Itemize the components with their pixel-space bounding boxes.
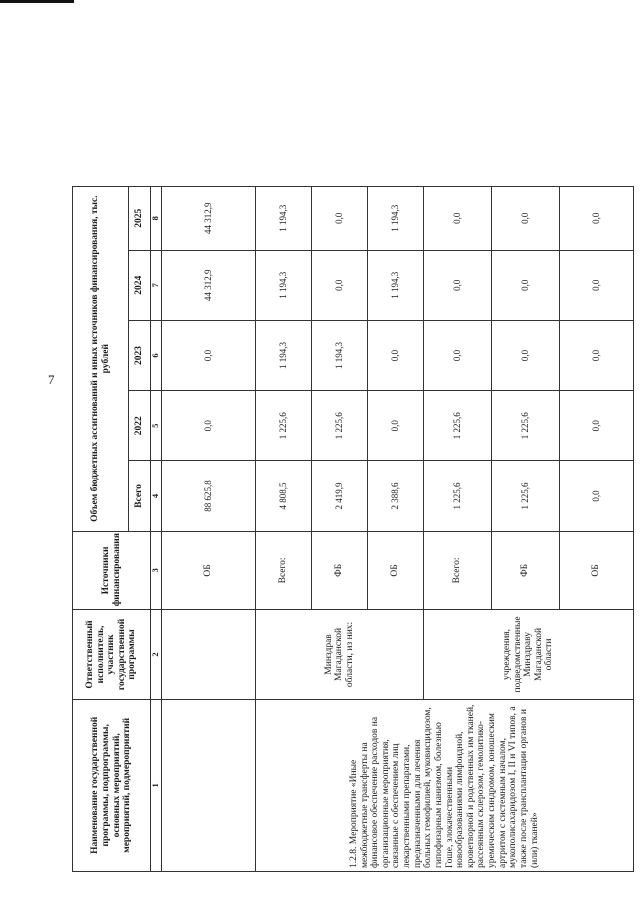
total-cell: 2 419,9 [312,461,368,531]
y2023-cell: 0,0 [560,320,634,390]
index-8: 8 [151,186,162,250]
y2023-cell: 0,0 [368,320,424,390]
y2022-cell: 0,0 [162,391,256,461]
index-3: 3 [151,531,162,610]
source-cell: ФБ [492,531,560,610]
table-row [162,16,256,872]
y2025-cell: 0,0 [492,186,560,250]
y2024-cell: 0,0 [492,250,560,320]
y2022-cell: 0,0 [368,391,424,461]
total-cell: 1 225,6 [424,461,492,531]
header-executor: Ответственный исполнитель, участник государственной программы [73,610,151,699]
header-year-2022: 2022 [129,391,151,461]
rotated-table-sheet [72,16,600,872]
header-volume: Объем бюджетных ассигнований и иных источников финансирования, тыс. рублей [73,186,129,531]
header-total: Всего [129,461,151,531]
y2023-cell: 0,0 [424,320,492,390]
y2022-cell: 1 225,6 [424,391,492,461]
total-cell: 1 225,6 [492,461,560,531]
y2025-cell: 0,0 [424,186,492,250]
measure-name-cell: 1.2.8. Мероприятие «Иные межбюджетные трансферты на финансовое обеспечение расходов на организационные мероприятия, связанные с обеспечением лиц лекарственными препаратами, предназначенными для лечения больных гемофилией, муковисцидозом, гипофизарным нанизмом, болезнью Гоше, злокачественными новообразованиями лимфоидной, кроветворной и родственных им тканей, рассеянным склерозом, гемолитико-уремическим синдромом, юношеским артритом с системным началом, мукополисахаридозом I, II и VI типов, а также после трансплантации органов и (или) тканей» [256,699,634,871]
y2024-cell: 0,0 [312,250,368,320]
y2023-cell: 0,0 [492,320,560,390]
executor-institutions: учреждения, подведомственные Минздраву Магаданской области [424,610,634,699]
y2022-cell: 0,0 [560,391,634,461]
y2023-cell: 1 194,3 [312,320,368,390]
index-1: 1 [151,699,162,871]
y2024-cell: 0,0 [424,250,492,320]
executor-minzdrav: Минздрав Магаданской области, из них: [256,610,424,699]
y2023-cell: 1 194,3 [256,320,312,390]
index-5: 5 [151,391,162,461]
total-cell: 0,0 [560,461,634,531]
header-source: Источники финансирования [73,531,151,610]
source-cell: ОБ [560,531,634,610]
y2024-cell: 0,0 [560,250,634,320]
table-row [256,16,312,872]
y2023-cell: 0,0 [162,320,256,390]
source-cell: ФБ [312,531,368,610]
y2022-cell: 1 225,6 [256,391,312,461]
y2025-cell: 1 194,3 [368,186,424,250]
index-7: 7 [151,250,162,320]
y2022-cell: 1 225,6 [312,391,368,461]
top-edge-bar [0,0,74,3]
blank-cell [73,16,151,186]
y2024-cell: 44 312,9 [162,250,256,320]
total-cell: 4 808,5 [256,461,312,531]
funding-table [72,16,634,872]
y2024-cell: 1 194,3 [368,250,424,320]
header-name: Наименование государственной программы, подпрограммы, основных мероприятий, мероприятий, подмероприятий [73,699,151,871]
header-year-2023: 2023 [129,320,151,390]
header-year-2024: 2024 [129,250,151,320]
source-cell: Всего: [424,531,492,610]
y2025-cell: 44 312,9 [162,186,256,250]
source-cell: ОБ [162,531,256,610]
header-year-2025: 2025 [129,186,151,250]
index-4: 4 [151,461,162,531]
source-cell: Всего: [256,531,312,610]
total-cell: 2 388,6 [368,461,424,531]
page-number: 7 [48,372,55,387]
y2024-cell: 1 194,3 [256,250,312,320]
y2025-cell: 0,0 [560,186,634,250]
y2025-cell: 1 194,3 [256,186,312,250]
y2022-cell: 1 225,6 [492,391,560,461]
total-cell: 88 625,8 [162,461,256,531]
index-6: 6 [151,320,162,390]
source-cell: ОБ [368,531,424,610]
y2025-cell: 0,0 [312,186,368,250]
index-2: 2 [151,610,162,699]
